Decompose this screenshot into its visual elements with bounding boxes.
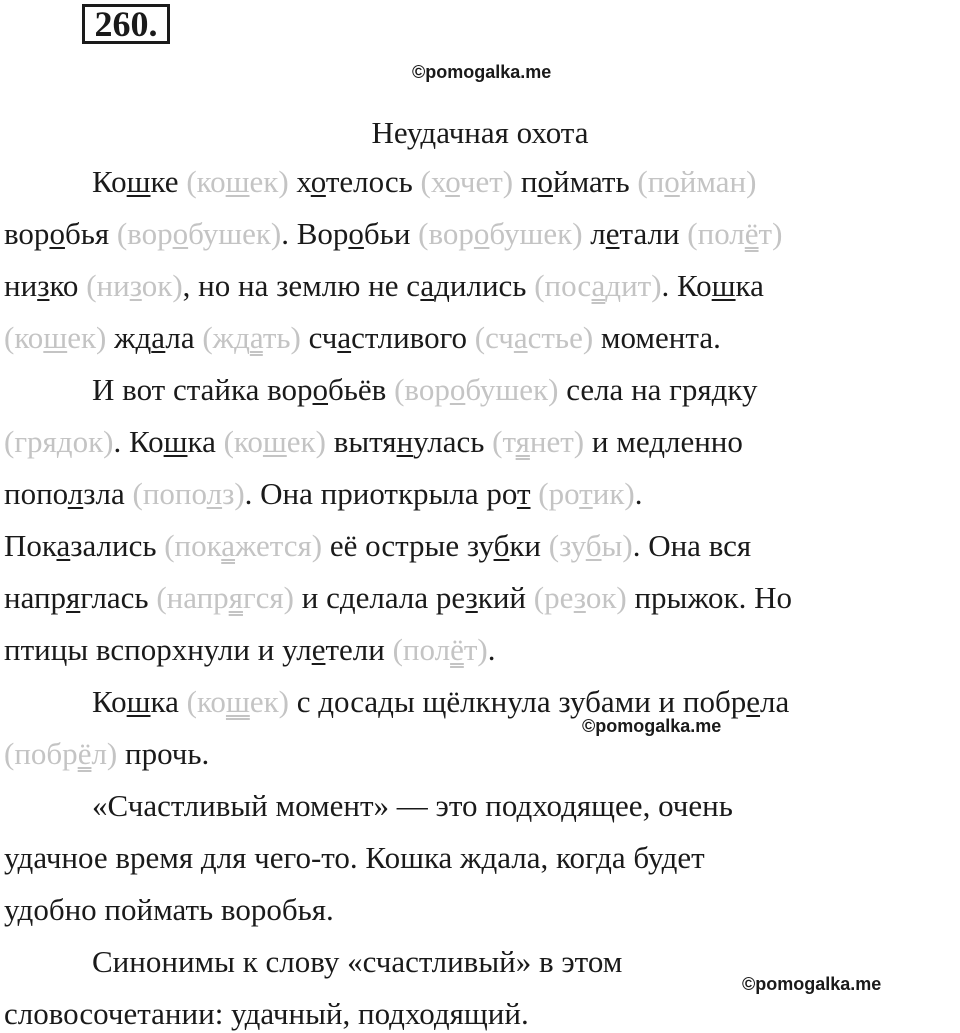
check-word-segment: (гря (4, 424, 57, 459)
text-segment: удачное время для чего-то. Кошка ждала, когда будет (4, 840, 705, 875)
check-word-segment: ш (262, 424, 287, 459)
text-segment: а (420, 268, 435, 303)
check-word-segment: т) (463, 632, 488, 667)
check-word-segment: ок) (72, 424, 114, 459)
text-segment: стливого (351, 320, 475, 355)
check-word-segment: (зу (548, 528, 586, 563)
text-segment: ш (163, 424, 188, 459)
check-word-segment: (ко (186, 164, 226, 199)
text-line (92, 163, 756, 201)
text-segment: прочь. (117, 736, 210, 771)
text-line (4, 839, 705, 877)
text-segment: ймать (552, 164, 638, 199)
check-word-segment: (ре (533, 580, 574, 615)
check-word-segment: б (585, 528, 602, 563)
text-segment: прыжок. Но (626, 580, 792, 615)
text-segment: зла (83, 476, 133, 511)
text-segment: . Вор (281, 216, 349, 251)
text-segment: а (151, 320, 166, 355)
check-word-segment: (ни (86, 268, 130, 303)
text-segment: телось (325, 164, 421, 199)
text-segment: б (493, 528, 510, 563)
text-segment: ки (509, 528, 549, 563)
check-word-segment: (пос (534, 268, 592, 303)
text-segment: бьёв (328, 372, 395, 407)
text-segment: з (465, 580, 478, 615)
text-segment: ка (150, 684, 187, 719)
check-word-segment: (напр (156, 580, 229, 615)
check-word-segment: (ко (4, 320, 44, 355)
check-word-segment: (побр (4, 736, 78, 771)
check-word-segment: о (445, 164, 460, 199)
text-line (4, 891, 334, 929)
text-segment: о (49, 216, 65, 251)
text-segment: ш (126, 684, 151, 719)
text-line (4, 579, 792, 617)
check-word-segment: (пок (164, 528, 222, 563)
check-word-segment: (ко (223, 424, 263, 459)
watermark: ©pomogalka.me (582, 716, 722, 736)
text-segment: её острые зу (322, 528, 494, 563)
text-line (4, 319, 721, 357)
text-segment: о (537, 164, 553, 199)
check-word-segment: а (513, 320, 528, 355)
check-word-segment: л (206, 476, 223, 511)
text-segment: п (513, 164, 538, 199)
check-word-segment: (п (637, 164, 665, 199)
text-segment: Ко (92, 164, 127, 199)
text-segment: т (516, 476, 531, 511)
check-word-segment: (ко (186, 684, 226, 719)
text-line (92, 787, 733, 825)
text-segment: с досады щёлкнула зубами и побр (288, 684, 747, 719)
text-segment: напр (4, 580, 67, 615)
text-title: Неудачная охота (371, 115, 589, 150)
text-segment: Синонимы к слову «счастливый» в этом (92, 944, 623, 979)
text-line (92, 371, 758, 409)
text-segment: тали (619, 216, 688, 251)
text-segment: л (67, 476, 84, 511)
text-segment: сч (300, 320, 338, 355)
text-segment: о (348, 216, 364, 251)
text-segment: Ко (92, 684, 127, 719)
check-word-segment: (ро (538, 476, 580, 511)
text-segment: а (337, 320, 352, 355)
text-segment: дились (434, 268, 535, 303)
check-word-segment: (т (492, 424, 516, 459)
check-word-segment: ок) (141, 268, 183, 303)
text-segment: д (711, 372, 728, 407)
text-segment: х (288, 164, 311, 199)
watermark: ©pomogalka.me (412, 62, 552, 82)
text-line (4, 735, 209, 773)
check-word-segment: д (56, 424, 73, 459)
check-word-segment: бушек) (489, 216, 583, 251)
text-segment: ла (165, 320, 203, 355)
text-segment: бьи (363, 216, 419, 251)
text-segment: удобно поймать воробья. (4, 892, 334, 927)
check-word-segment: стье) (527, 320, 594, 355)
text-segment: словосочетании: удачный, подходящий. (4, 996, 529, 1031)
check-word-segment: з (573, 580, 586, 615)
check-word-segment: (жд (202, 320, 250, 355)
check-word-segment: я (228, 580, 243, 615)
check-word-segment: ек) (249, 684, 289, 719)
text-segment: ка (187, 424, 224, 459)
text-segment: бья (64, 216, 117, 251)
check-word-segment: я (515, 424, 530, 459)
text-segment: з (37, 268, 50, 303)
text-segment: вытя (325, 424, 397, 459)
check-word-segment: дит) (605, 268, 662, 303)
text-line (4, 475, 642, 513)
check-word-segment: ек) (249, 164, 289, 199)
text-line (4, 215, 782, 253)
text-segment: а (56, 528, 71, 563)
check-word-segment: т) (758, 216, 783, 251)
check-word-segment: (попо (132, 476, 207, 511)
check-word-segment: (вор (394, 372, 450, 407)
text-segment: , но на землю не с (182, 268, 421, 303)
check-word-segment: ш (43, 320, 68, 355)
text-line (4, 995, 529, 1033)
text-segment: е (746, 684, 761, 719)
text-segment: момента. (593, 320, 721, 355)
check-word-segment: йман) (679, 164, 757, 199)
text-segment: и сделала ре (294, 580, 466, 615)
exercise-number: 260. (82, 4, 170, 44)
check-word-segment: з (129, 268, 142, 303)
check-word-segment: ек) (67, 320, 107, 355)
text-segment: . Она приоткрыла ро (244, 476, 517, 511)
text-segment: . Ко (113, 424, 164, 459)
text-segment: . (634, 476, 643, 511)
text-segment: ку (727, 372, 758, 407)
text-segment: о (312, 372, 329, 407)
check-word-segment: гся) (242, 580, 295, 615)
text-segment: я (66, 580, 81, 615)
text-segment: е (605, 216, 620, 251)
check-word-segment: ок) (585, 580, 627, 615)
text-line (4, 527, 751, 565)
check-word-segment: бушек) (465, 372, 559, 407)
watermark: ©pomogalka.me (742, 974, 882, 994)
text-segment: ла (760, 684, 790, 719)
text-segment: е (311, 632, 326, 667)
check-word-segment: ё (77, 736, 92, 771)
text-segment: ш (711, 268, 736, 303)
check-word-segment: ы) (601, 528, 633, 563)
check-word-segment: а (249, 320, 263, 355)
check-word-segment: а (221, 528, 236, 563)
text-line (4, 631, 495, 669)
check-word-segment: о (473, 216, 490, 251)
text-segment: ке (150, 164, 187, 199)
check-word-segment: бушек) (188, 216, 282, 251)
check-word-segment: чет) (459, 164, 514, 199)
text-segment: жд (106, 320, 152, 355)
text-line (4, 423, 743, 461)
text-segment: глась (80, 580, 157, 615)
text-line (4, 267, 764, 305)
text-segment: зались (70, 528, 165, 563)
check-word-segment: ё (450, 632, 464, 667)
text-segment: . Ко (661, 268, 712, 303)
text-segment: и медленно (584, 424, 743, 459)
check-word-segment: ть) (262, 320, 301, 355)
check-word-segment: т (579, 476, 593, 511)
text-segment: улась (413, 424, 493, 459)
check-word-segment: ё (744, 216, 759, 251)
check-word-segment: (пол (392, 632, 451, 667)
check-word-segment: ш (225, 164, 250, 199)
text-segment: Пок (4, 528, 57, 563)
text-segment: тели (325, 632, 393, 667)
text-segment: ш (126, 164, 151, 199)
text-segment: И вот стайка вор (92, 372, 313, 407)
text-segment: о (310, 164, 326, 199)
text-segment: . Она вся (632, 528, 752, 563)
text-segment: н (396, 424, 414, 459)
text-segment: села на гря (558, 372, 712, 407)
check-word-segment: ш (225, 684, 250, 719)
check-word-segment: (вор (418, 216, 474, 251)
check-word-segment: (сч (474, 320, 514, 355)
text-segment: вор (4, 216, 50, 251)
check-word-segment: (пол (687, 216, 745, 251)
check-word-segment: о (172, 216, 189, 251)
check-word-segment: л) (91, 736, 118, 771)
check-word-segment: (вор (116, 216, 173, 251)
text-segment: попо (4, 476, 68, 511)
check-word-segment: о (449, 372, 466, 407)
text-segment: ни (4, 268, 38, 303)
text-segment: кий (477, 580, 534, 615)
check-word-segment: з) (222, 476, 245, 511)
check-word-segment: ик) (592, 476, 635, 511)
check-word-segment: (х (420, 164, 446, 199)
check-word-segment: ек) (286, 424, 326, 459)
text-segment: ко (49, 268, 87, 303)
check-word-segment: нет) (529, 424, 585, 459)
text-segment: «Счастливый момент» — это подходящее, очень (92, 788, 733, 823)
text-segment: . (487, 632, 496, 667)
text-segment: птицы вспорхнули и ул (4, 632, 312, 667)
check-word-segment: а (591, 268, 606, 303)
text-segment: ка (735, 268, 764, 303)
text-segment: л (582, 216, 606, 251)
check-word-segment: о (664, 164, 680, 199)
check-word-segment: жется) (235, 528, 323, 563)
text-line (92, 943, 622, 981)
